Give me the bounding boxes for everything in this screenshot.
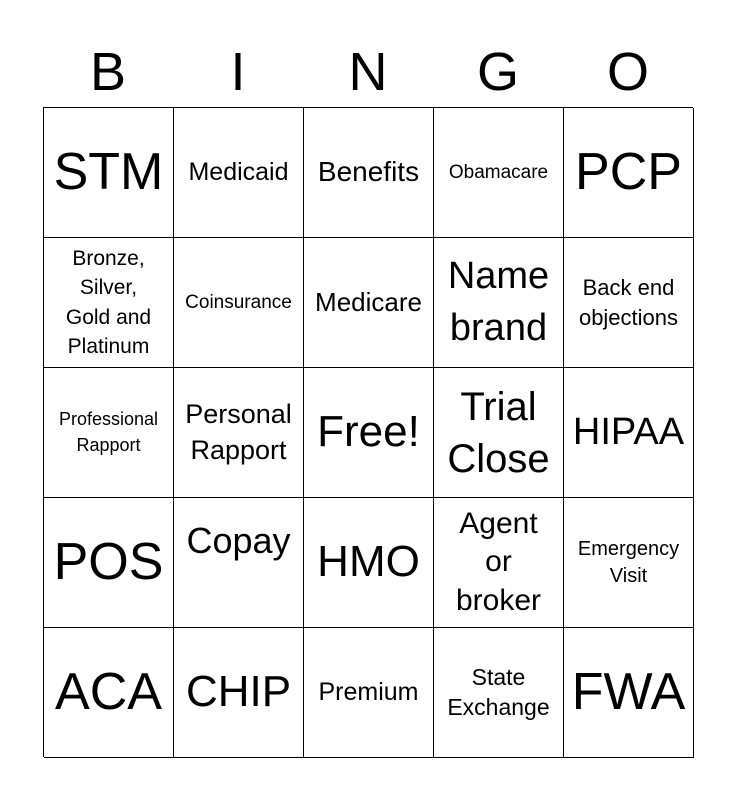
bingo-cell: POS	[44, 498, 174, 628]
bingo-cell: Benefits	[304, 108, 434, 238]
bingo-cell: CHIP	[174, 628, 304, 758]
bingo-cell: Agent or broker	[434, 498, 564, 628]
header-letter-n: N	[348, 42, 388, 102]
bingo-cell: Name brand	[434, 238, 564, 368]
bingo-cell: Coinsurance	[174, 238, 304, 368]
bingo-cell: Personal Rapport	[174, 368, 304, 498]
bingo-cell: Obamacare	[434, 108, 564, 238]
bingo-cell: Free!	[304, 368, 434, 498]
header-letter-g: G	[476, 42, 519, 102]
header-letter-i: I	[230, 42, 246, 102]
bingo-cell: PCP	[564, 108, 694, 238]
bingo-cell: Premium	[304, 628, 434, 758]
bingo-cell: Professional Rapport	[44, 368, 174, 498]
bingo-grid	[43, 107, 693, 757]
bingo-cell: Copay	[174, 498, 304, 628]
bingo-cell: Medicare	[304, 238, 434, 368]
bingo-cell: Bronze, Silver, Gold and Platinum	[44, 238, 174, 368]
header-letter-o: O	[606, 42, 649, 102]
bingo-cell: Trial Close	[434, 368, 564, 498]
bingo-cell: Emergency Visit	[564, 498, 694, 628]
bingo-cell: ACA	[44, 628, 174, 758]
bingo-cell: FWA	[564, 628, 694, 758]
bingo-cell: HIPAA	[564, 368, 694, 498]
bingo-cell: HMO	[304, 498, 434, 628]
header-letter-b: B	[89, 42, 127, 102]
bingo-cell: Back end objections	[564, 238, 694, 368]
bingo-cell: Medicaid	[174, 108, 304, 238]
bingo-cell: STM	[44, 108, 174, 238]
bingo-header	[43, 40, 693, 104]
bingo-cell: State Exchange	[434, 628, 564, 758]
